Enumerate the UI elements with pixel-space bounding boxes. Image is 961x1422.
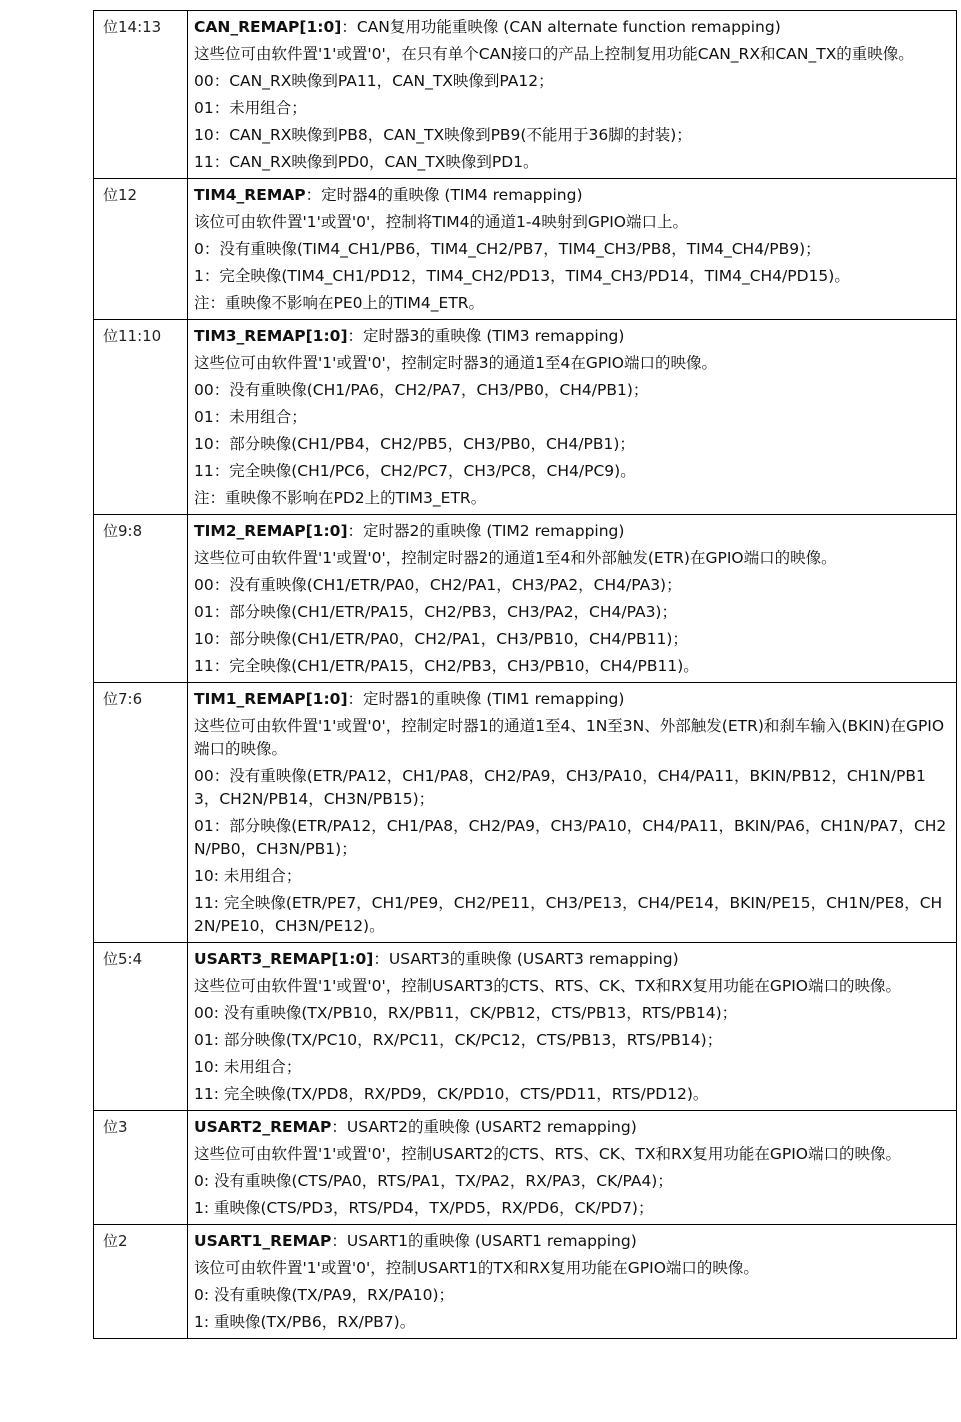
field-name: TIM1_REMAP[1:0] [194, 690, 348, 708]
description-line: 1：完全映像(TIM4_CH1/PD12，TIM4_CH2/PD13，TIM4_CH3/PD14，TIM4_CH4/PD15)。 [194, 267, 850, 285]
field-description [188, 320, 957, 515]
field-description [188, 943, 957, 1111]
description-line: 0: 没有重映像(TX/PA9，RX/PA10)； [194, 1286, 455, 1304]
field-summary: ：定时器3的重映像 (TIM3 remapping) [347, 327, 625, 345]
description-line: 10：CAN_RX映像到PB8，CAN_TX映像到PB9(不能用于36脚的封装)； [194, 126, 692, 144]
description-line: 这些位可由软件置'1'或置'0'，控制USART2的CTS、RTS、CK、TX和RX复用功能在GPIO端口的映像。 [194, 1145, 901, 1163]
description-line: 这些位可由软件置'1'或置'0'，在只有单个CAN接口的产品上控制复用功能CAN_RX和CAN_TX的重映像。 [194, 45, 914, 63]
field-summary: ：USART3的重映像 (USART3 remapping) [373, 950, 679, 968]
field-description [188, 515, 957, 683]
bit-position: 位3 [94, 1111, 188, 1225]
table-row [94, 1225, 957, 1339]
field-name: USART2_REMAP [194, 1118, 332, 1136]
description-line: 注：重映像不影响在PE0上的TIM4_ETR。 [194, 294, 485, 312]
description-line: 这些位可由软件置'1'或置'0'，控制定时器2的通道1至4和外部触发(ETR)在GPIO端口的映像。 [194, 549, 837, 567]
description-line: 10：部分映像(CH1/PB4，CH2/PB5，CH3/PB0，CH4/PB1)； [194, 435, 635, 453]
field-name: TIM2_REMAP[1:0] [194, 522, 348, 540]
description-line: 01：未用组合； [194, 408, 307, 426]
description-line: 11：CAN_RX映像到PD0，CAN_TX映像到PD1。 [194, 153, 539, 171]
field-name: TIM3_REMAP[1:0] [194, 327, 348, 345]
description-line: 这些位可由软件置'1'或置'0'，控制USART3的CTS、RTS、CK、TX和RX复用功能在GPIO端口的映像。 [194, 977, 901, 995]
description-line: 0: 没有重映像(CTS/PA0，RTS/PA1，TX/PA2，RX/PA3，CK/PA4)； [194, 1172, 673, 1190]
field-title [194, 688, 950, 711]
description-line: 1: 重映像(TX/PB6，RX/PB7)。 [194, 1313, 416, 1331]
field-summary: ：CAN复用功能重映像 (CAN alternate function remapping) [341, 18, 781, 36]
description-line: 0：没有重映像(TIM4_CH1/PB6，TIM4_CH2/PB7，TIM4_CH3/PB8，TIM4_CH4/PB9)； [194, 240, 821, 258]
description-line: 00: 没有重映像(TX/PB10，RX/PB11，CK/PB12，CTS/PB13，RTS/PB14)； [194, 1004, 738, 1022]
description-line: 11: 完全映像(TX/PD8，RX/PD9，CK/PD10，CTS/PD11，RTS/PD12)。 [194, 1085, 709, 1103]
field-title [194, 1116, 950, 1139]
bit-position: 位2 [94, 1225, 188, 1339]
field-summary: ：定时器1的重映像 (TIM1 remapping) [347, 690, 625, 708]
description-line: 01：部分映像(ETR/PA12，CH1/PA8，CH2/PA9，CH3/PA10，CH4/PA11，BKIN/PA6，CH1N/PA7，CH2N/PB0，CH3N/PB1)； [194, 817, 947, 858]
field-description [188, 179, 957, 320]
table-row [94, 943, 957, 1111]
field-title [194, 520, 950, 543]
description-line: 这些位可由软件置'1'或置'0'，控制定时器1的通道1至4、1N至3N、外部触发(ETR)和刹车输入(BKIN)在GPIO端口的映像。 [194, 717, 945, 758]
bit-position: 位5:4 [94, 943, 188, 1111]
description-line: 10: 未用组合； [194, 1058, 302, 1076]
register-bit-table [93, 10, 957, 1339]
field-description [188, 11, 957, 179]
field-description [188, 1111, 957, 1225]
description-line: 11：完全映像(CH1/ETR/PA15，CH2/PB3，CH3/PB10，CH4/PB11)。 [194, 657, 699, 675]
field-title [194, 16, 950, 39]
field-summary: ：定时器2的重映像 (TIM2 remapping) [347, 522, 625, 540]
bit-position: 位11:10 [94, 320, 188, 515]
field-description [188, 683, 957, 943]
field-title [194, 325, 950, 348]
description-line: 该位可由软件置'1'或置'0'，控制USART1的TX和RX复用功能在GPIO端口的映像。 [194, 1259, 759, 1277]
description-line: 该位可由软件置'1'或置'0'，控制将TIM4的通道1-4映射到GPIO端口上。 [194, 213, 688, 231]
bit-position: 位7:6 [94, 683, 188, 943]
table-body [94, 11, 957, 1339]
table-row [94, 11, 957, 179]
table-row [94, 515, 957, 683]
table-row [94, 320, 957, 515]
description-line: 注：重映像不影响在PD2上的TIM3_ETR。 [194, 489, 487, 507]
field-title [194, 1230, 950, 1253]
description-line: 1: 重映像(CTS/PD3，RTS/PD4，TX/PD5，RX/PD6，CK/PD7)； [194, 1199, 654, 1217]
field-name: USART3_REMAP[1:0] [194, 950, 374, 968]
description-line: 11：完全映像(CH1/PC6，CH2/PC7，CH3/PC8，CH4/PC9)。 [194, 462, 636, 480]
description-line: 11: 完全映像(ETR/PE7，CH1/PE9，CH2/PE11，CH3/PE13，CH4/PE14，BKIN/PE15，CH1N/PE8，CH2N/PE10，CH3N/PE12)。 [194, 894, 943, 935]
table-row [94, 1111, 957, 1225]
bit-position: 位14:13 [94, 11, 188, 179]
description-line: 00：没有重映像(ETR/PA12，CH1/PA8，CH2/PA9，CH3/PA10，CH4/PA11，BKIN/PB12，CH1N/PB13，CH2N/PB14，CH3N/PB15)； [194, 767, 926, 808]
table-row [94, 179, 957, 320]
description-line: 00：没有重映像(CH1/PA6，CH2/PA7，CH3/PB0，CH4/PB1)； [194, 381, 649, 399]
bit-position: 位9:8 [94, 515, 188, 683]
description-line: 10：部分映像(CH1/ETR/PA0，CH2/PA1，CH3/PB10，CH4/PB11)； [194, 630, 688, 648]
description-line: 这些位可由软件置'1'或置'0'，控制定时器3的通道1至4在GPIO端口的映像。 [194, 354, 717, 372]
field-summary: ：USART2的重映像 (USART2 remapping) [331, 1118, 637, 1136]
field-description [188, 1225, 957, 1339]
bit-position: 位12 [94, 179, 188, 320]
field-name: TIM4_REMAP [194, 186, 306, 204]
field-title [194, 948, 950, 971]
field-name: USART1_REMAP [194, 1232, 332, 1250]
field-title [194, 184, 950, 207]
table-row [94, 683, 957, 943]
description-line: 01：部分映像(CH1/ETR/PA15，CH2/PB3，CH3/PA2，CH4/PA3)； [194, 603, 677, 621]
field-name: CAN_REMAP[1:0] [194, 18, 342, 36]
field-summary: ：定时器4的重映像 (TIM4 remapping) [305, 186, 583, 204]
description-line: 00：CAN_RX映像到PA11，CAN_TX映像到PA12； [194, 72, 554, 90]
description-line: 01：未用组合； [194, 99, 307, 117]
description-line: 10: 未用组合； [194, 867, 302, 885]
field-summary: ：USART1的重映像 (USART1 remapping) [331, 1232, 637, 1250]
description-line: 01: 部分映像(TX/PC10，RX/PC11，CK/PC12，CTS/PB13，RTS/PB14)； [194, 1031, 723, 1049]
description-line: 00：没有重映像(CH1/ETR/PA0，CH2/PA1，CH3/PA2，CH4/PA3)； [194, 576, 682, 594]
